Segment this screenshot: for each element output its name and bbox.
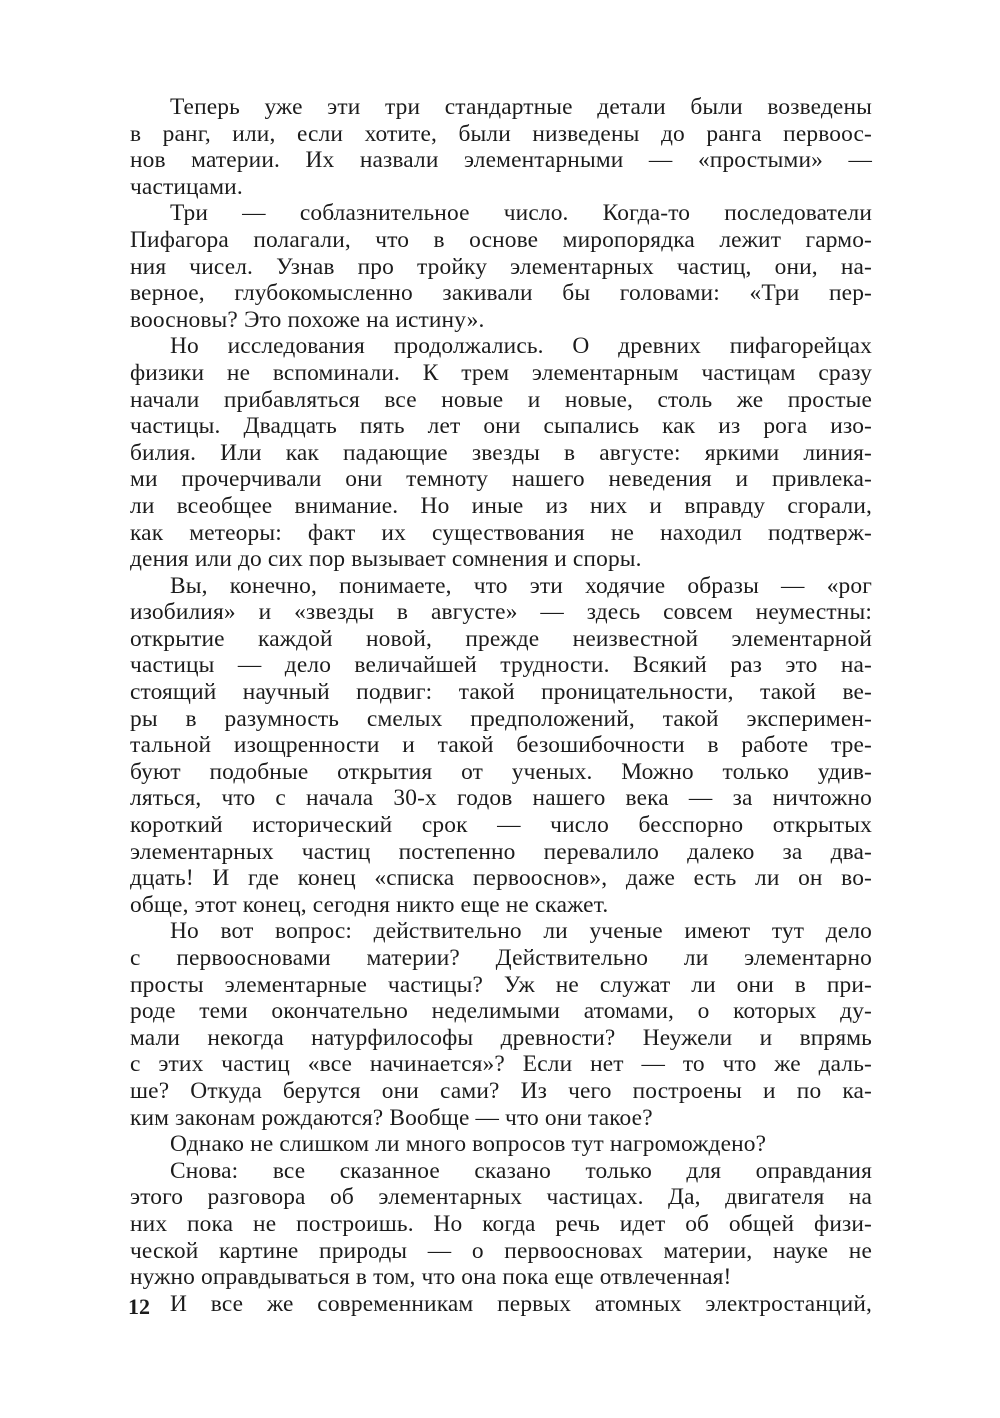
- text-line: ляться, что с начала 30-х годов нашего века — за ничтожно: [130, 785, 872, 812]
- paragraph: [130, 918, 872, 1131]
- text-line: Однако не слишком ли много вопросов тут нагромождено?: [170, 1131, 767, 1158]
- text-line: билия. Или как падающие звезды в августе: яркими линия-: [130, 439, 872, 466]
- text-line: Вы, конечно, понимаете, что эти ходячие образы — «рог: [170, 572, 872, 599]
- text-line: обще, этот конец, сегодня никто еще не скажет.: [130, 891, 609, 918]
- text-line: элементарных частиц постепенно перевалило далеко за два-: [130, 838, 872, 865]
- text-line: ше? Откуда берутся они сами? Из чего построены и по ка-: [130, 1077, 872, 1104]
- paragraph: [130, 1131, 872, 1158]
- text-line: Но вот вопрос: действительно ли ученые имеют тут дело: [170, 918, 872, 945]
- text-line: частицы — дело величайшей трудности. Всякий раз это на-: [130, 652, 872, 679]
- text-line: Три — соблазнительное число. Когда-то последователи: [170, 200, 872, 227]
- text-line: этого разговора об элементарных частицах. Да, двигателя на: [130, 1184, 872, 1211]
- paragraph: [130, 573, 872, 919]
- text-line: ния чисел. Узнав про тройку элементарных частиц, они, на-: [130, 253, 872, 280]
- body-text: [130, 94, 872, 1317]
- text-line: И все же современникам первых атомных электростанций,: [170, 1290, 872, 1317]
- text-line: частицами.: [130, 173, 243, 200]
- text-line: них пока не построишь. Но когда речь идет об общей физи-: [130, 1210, 872, 1237]
- text-line: стоящий научный подвиг: такой проницательности, такой ве-: [130, 679, 872, 706]
- text-line: физики не вспоминали. К трем элементарным частицам сразу: [130, 359, 872, 386]
- text-line: Снова: все сказанное сказано только для оправдания: [170, 1157, 872, 1184]
- text-line: начали прибавляться все новые и новые, столь же простые: [130, 386, 872, 413]
- text-line: Теперь уже эти три стандартные детали были возведены: [170, 94, 872, 120]
- text-line: нов материи. Их назвали элементарными — «простыми» —: [130, 147, 872, 174]
- text-line: как метеоры: факт их существования не находил подтверж-: [130, 519, 872, 546]
- text-line: мали некогда натурфилософы древности? Неужели и впрямь: [130, 1024, 872, 1051]
- text-line: просты элементарные частицы? Уж не служат ли они в при-: [130, 971, 872, 998]
- text-line: открытие каждой новой, прежде неизвестной элементарной: [130, 625, 872, 652]
- text-line: короткий исторический срок — число бесспорно открытых: [130, 812, 872, 839]
- text-line: ким законам рождаются? Вообще — что они такое?: [130, 1104, 653, 1131]
- text-line: с этих частиц «все начинается»? Если нет — то что же даль-: [130, 1051, 872, 1078]
- text-line: изобилия» и «звезды в августе» — здесь совсем неуместны:: [130, 599, 872, 626]
- page-number: 12: [128, 1294, 150, 1319]
- text-line: верное, глубокомысленно закивали бы головами: «Три пер-: [130, 280, 872, 307]
- paragraph: [130, 94, 872, 200]
- paragraph: [130, 200, 872, 333]
- text-line: частицы. Двадцать пять лет они сыпались как из рога изо-: [130, 413, 872, 440]
- text-line: тальной изощренности и такой безошибочности в работе тре-: [130, 732, 872, 759]
- text-line: ры в разумность смелых предположений, такой эксперимен-: [130, 705, 872, 732]
- text-line: ми прочерчивали они темноту нашего неведения и привлека-: [130, 466, 872, 493]
- text-line: с первоосновами материи? Действительно ли элементарно: [130, 945, 872, 971]
- paragraph: [130, 1158, 872, 1291]
- text-line: буют подобные открытия от ученых. Можно только удив-: [130, 758, 872, 785]
- text-line: дцать! И где конец «списка первооснов», даже есть ли он во-: [130, 865, 872, 892]
- paragraph: [130, 1291, 872, 1318]
- text-line: дения или до сих пор вызывает сомнения и споры.: [130, 546, 642, 573]
- text-line: в ранг, или, если хотите, были низведены до ранга первоос-: [130, 120, 872, 147]
- text-line: нужно оправдываться в том, что она пока еще отвлеченная!: [130, 1264, 732, 1291]
- text-line: воосновы? Это похоже на истину».: [130, 306, 485, 333]
- paragraph: [130, 333, 872, 572]
- text-line: Пифагора полагали, что в основе миропорядка лежит гармо-: [130, 226, 872, 253]
- text-line: Но исследования продолжались. О древних пифагорейцах: [170, 333, 872, 360]
- text-line: ли всеобщее внимание. Но иные из них и вправду сгорали,: [130, 492, 872, 519]
- text-line: роде теми окончательно неделимыми атомами, о которых ду-: [130, 998, 872, 1025]
- text-line: ческой картине природы — о первоосновах материи, науке не: [130, 1237, 872, 1264]
